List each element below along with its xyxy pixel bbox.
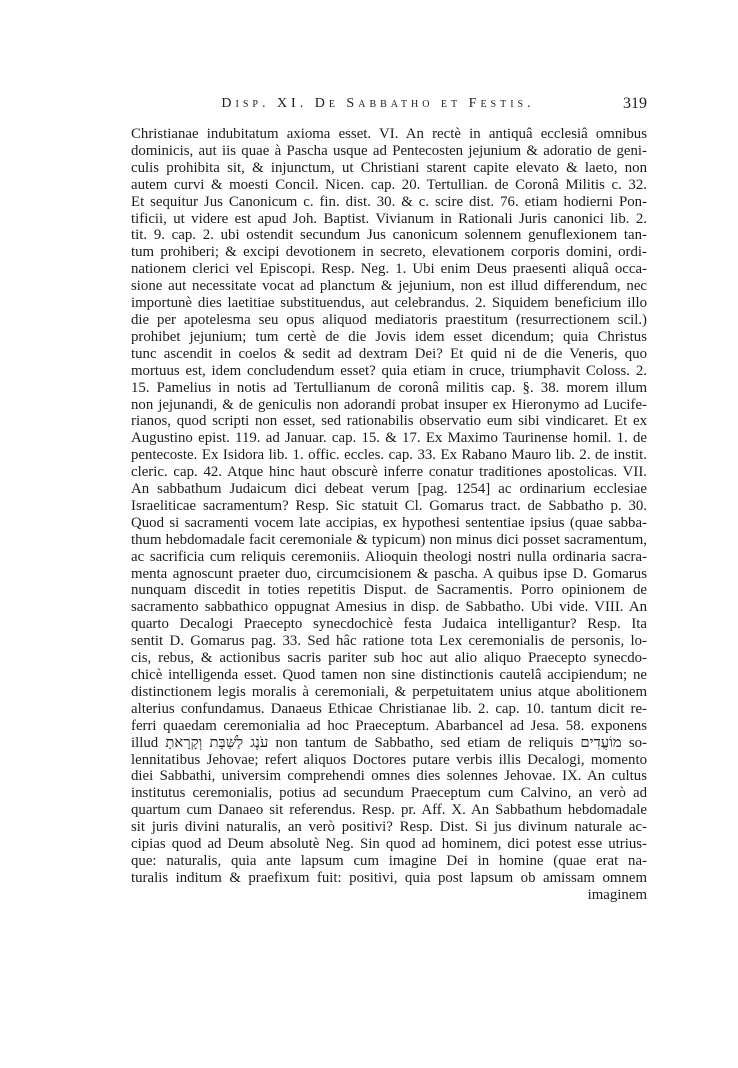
text-line: quartum cum Danaeo sit referendus. Resp. pr. Aff. X. An Sabbathum hebdomadale bbox=[131, 802, 647, 819]
text-line: nunquam discedit in toties repetitis Disput. de Sacramentis. Porro opinionem de bbox=[131, 582, 647, 599]
text-line: autem curvi & moesti Concil. Nicen. cap. 20. Tertullian. de Coronâ Militis c. 32. bbox=[131, 176, 647, 193]
text-line: menta agnoscunt praeter duo, circumcisionem & pascha. A quibus ipse D. Gomarus bbox=[131, 565, 647, 582]
text-line: mortuus est, idem concludendum esset? quia etiam in cruce, triumphavit Coloss. 2. bbox=[131, 362, 647, 379]
text-line: cleric. cap. 42. Atque hinc haut obscurè inferre conatur traditiones apostolicas. VII. bbox=[131, 464, 647, 481]
text-line: 15. Pamelius in notis ad Tertullianum de coronâ militis cap. §. 38. morem illum bbox=[131, 379, 647, 396]
text-line: quarto Decalogi Praecepto synecdochicè festa Judaica intelligantur? Resp. Ita bbox=[131, 616, 647, 633]
text-line: Christianae indubitatum axioma esset. VI. An rectè in antiquâ ecclesiâ omnibus bbox=[131, 126, 647, 142]
text-line: distinctionem legis moralis à ceremoniali, & perpetuitatem unius atque abolitionem bbox=[131, 683, 647, 700]
text-line: tum prohiberi; & excipi devotionem in secreto, elevationem corporis domini, ordi- bbox=[131, 244, 647, 261]
text-line: imaginem bbox=[587, 886, 647, 903]
text-line: dominicis, aut iis quae à Pascha usque ad Pentecosten jejunium & adoratio de geni- bbox=[131, 142, 647, 159]
running-title: Disp. XI. De Sabbatho et Festis. bbox=[221, 96, 535, 111]
text-line: turalis inditum & praefixum fuit: positivi, quia post lapsum ob amissam omnem bbox=[131, 869, 647, 886]
text-line: culis prohibita sit, & injunctum, ut Christiani starent capite elevato & laeto, non bbox=[131, 159, 647, 176]
page-number: 319 bbox=[623, 95, 647, 112]
text-line: non jejunandi, & de geniculis non adorandi probat insuper ex Hieronymo ad Lucife- bbox=[131, 396, 647, 413]
text-line: tificii, ut videre est apud Joh. Baptist. Vivianum in Rationali Juris canonici lib. 2. bbox=[131, 210, 647, 227]
text-line: sit juris divini naturalis, an verò positivi? Resp. Dist. Si jus divinum naturale ac- bbox=[131, 819, 647, 836]
text-line: illud עֹנֶג לַשַּׁבָּת וְקָרָאתָ non tantum de Sabbatho, sed etiam de reliquis מוֹעֲדִים so- bbox=[131, 734, 647, 751]
text-line: cipias quod ad Deum absolutè Neg. Sin quod ad hominem, dici potest esse utrius- bbox=[131, 836, 647, 853]
text-line: ac sacrificia cum reliquis ceremoniis. Alioquin theologi nostri nulla ordinaria sacra- bbox=[131, 548, 647, 565]
text-line: tunc ascendit in coelos & sedit ad dextram Dei? Et quid ni de die Veneris, quo bbox=[131, 345, 647, 362]
text-line: An sabbathum Judaicum dici debeat verum [pag. 1254] ac ordinarium ecclesiae bbox=[131, 481, 647, 498]
text-line: chicè intelligenda esset. Quod tamen non sine distinctionis cautelâ accipiendum; ne bbox=[131, 667, 647, 683]
text-line: sione aut necessitate vocat ad planctum & jejunium, non est illud differendum, nec bbox=[131, 278, 647, 295]
text-line: cis, rebus, & actionibus sacris pariter sub hoc aut alio aliquo Praecepto synecdo- bbox=[131, 650, 647, 667]
text-line: nationem clerici vel Episcopi. Resp. Neg. 1. Ubi enim Deus praesenti aliquâ occa- bbox=[131, 261, 647, 278]
text-line: ferri quaedam ceremonialia ad hoc Praeceptum. Abarbancel ad Jesa. 58. exponens bbox=[131, 717, 647, 734]
body-text bbox=[131, 126, 647, 904]
text-line: sentit D. Gomarus pag. 33. Sed hâc ratione tota Lex ceremonialis de personis, lo- bbox=[131, 633, 647, 650]
text-line: tit. 9. cap. 2. ubi ostendit secundum Jus canonicum solennem genuflexionem tan- bbox=[131, 227, 647, 244]
text-line: Quod si sacramenti vocem late accipias, ex hypothesi sententiae ipsius (quae sabba- bbox=[131, 514, 647, 531]
text-line: diei Sabbathi, universim comprehendi omnes dies solennes Jehovae. IX. An cultus bbox=[131, 768, 647, 785]
text-line: Et sequitur Jus Canonicum c. fin. dist. 30. & c. scire dist. 76. etiam hodierni Pon- bbox=[131, 193, 647, 210]
text-line: alterius confundamus. Danaeus Ethicae Christianae lib. 2. cap. 10. tantum dicit re- bbox=[131, 700, 647, 717]
text-line: Israeliticae sacramentum? Resp. Sic statuit Cl. Gomarus tract. de Sabbatho p. 30. bbox=[131, 497, 647, 514]
text-line: die per apotelesma seu opus aliquod mediatoris praestitum (resurrectionem scil.) bbox=[131, 311, 647, 328]
text-line: thum hebdomadale facit ceremoniale & typicum) non minus dici posset sacramentum, bbox=[131, 531, 647, 548]
text-line: importunè dies laetitiae substituendus, aut celebrandus. 2. Siquidem beneficium illo bbox=[131, 295, 647, 312]
text-line: sacramento sabbathico oppugnat Amesius in disp. de Sabbatho. Ubi vide. VIII. An bbox=[131, 599, 647, 616]
text-line: lennitatibus Jehovae; refert aliquos Doctores putare verbis illis Decalogi, momento bbox=[131, 751, 647, 768]
text-line: institutus ceremonialis, potius ad secundum Praeceptum cum Calvino, an verò ad bbox=[131, 785, 647, 802]
text-line: prohibet jejunium; tum certè de die Jovis idem esset dicendum; quia Christus bbox=[131, 328, 647, 345]
text-line: pentecoste. Ex Isidora lib. 1. offic. eccles. cap. 33. Ex Rabano Mauro lib. 2. de instit. bbox=[131, 447, 647, 464]
text-line: Augustino epist. 119. ad Januar. cap. 15. & 17. Ex Maximo Taurinense homil. 1. de bbox=[131, 430, 647, 447]
text-line: rianos, quod scripti non esset, sed rationabilis observatio eum sibi vindicaret. Et ex bbox=[131, 413, 647, 430]
text-line: que: naturalis, quia ante lapsum cum imagine Dei in homine (quae erat na- bbox=[131, 852, 647, 869]
